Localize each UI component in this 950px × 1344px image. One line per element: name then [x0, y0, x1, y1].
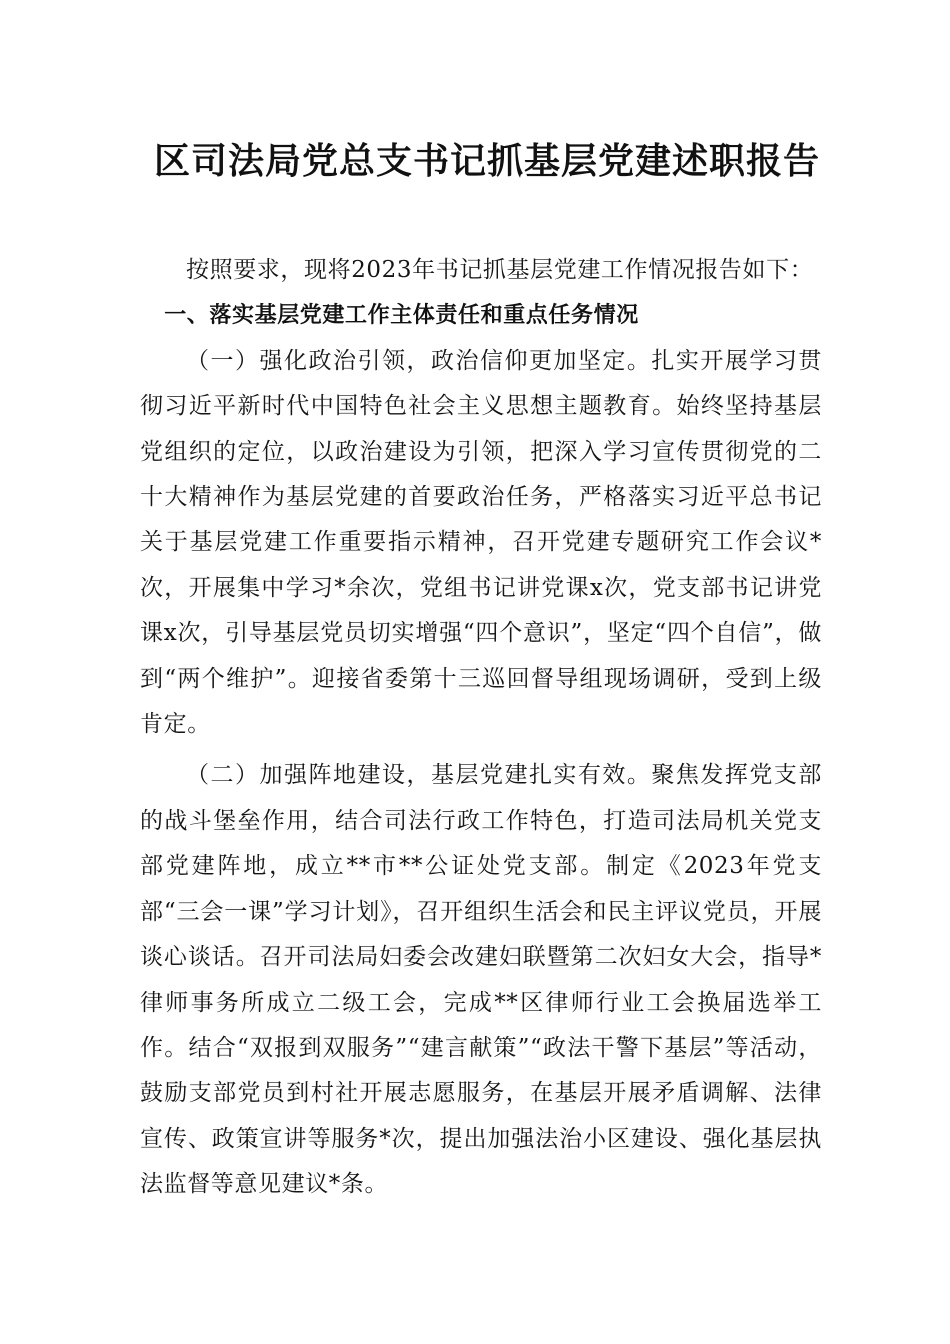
title-spacer [140, 194, 822, 248]
section-heading: 一、落实基层党建工作主体责任和重点任务情况 [164, 303, 639, 329]
intro-paragraph: 按照要求，现将2023年书记抓基层党建工作情况报告如下： [186, 257, 814, 283]
body-paragraph-2: （二）加强阵地建设，基层党建扎实有效。聚焦发挥党支部的战斗堡垒作用，结合司法行政工作特色，打造司法局机关党支部党建阵地，成立**市**公证处党支部。制定《2023年党支部“三会一课”学习计划》，召开组织生活会和民主评议党员，开展谈心谈话。召开司法局妇委会改建妇联暨第二次妇女大会，指导*律师事务所成立二级工会，完成**区律师行业工会换届选举工作。结合“双报到双服务”“建言献策”“政法干警下基层”等活动，鼓励支部党员到村社开展志愿服务，在基层开展矛盾调解、法律宣传、政策宣讲等服务*次，提出加强法治小区建设、强化基层执法监督等意见建议*条。 [140, 762, 822, 1198]
document-title: 区司法局党总支书记抓基层党建述职报告 [153, 141, 820, 182]
body-paragraph-1: （一）强化政治引领，政治信仰更加坚定。扎实开展学习贯彻习近平新时代中国特色社会主义思想主题教育。始终坚持基层党组织的定位，以政治建设为引领，把深入学习宣传贯彻党的二十大精神作为基层党建的首要政治任务，严格落实习近平总书记关于基层党建工作重要指示精神，召开党建专题研究工作会议*次，开展集中学习*余次，党组书记讲党课x次，党支部书记讲党课x次，引导基层党员切实增强“四个意识”，坚定“四个自信”，做到“两个维护”。迎接省委第十三巡回督导组现场调研，受到上级肯定。 [140, 347, 822, 738]
